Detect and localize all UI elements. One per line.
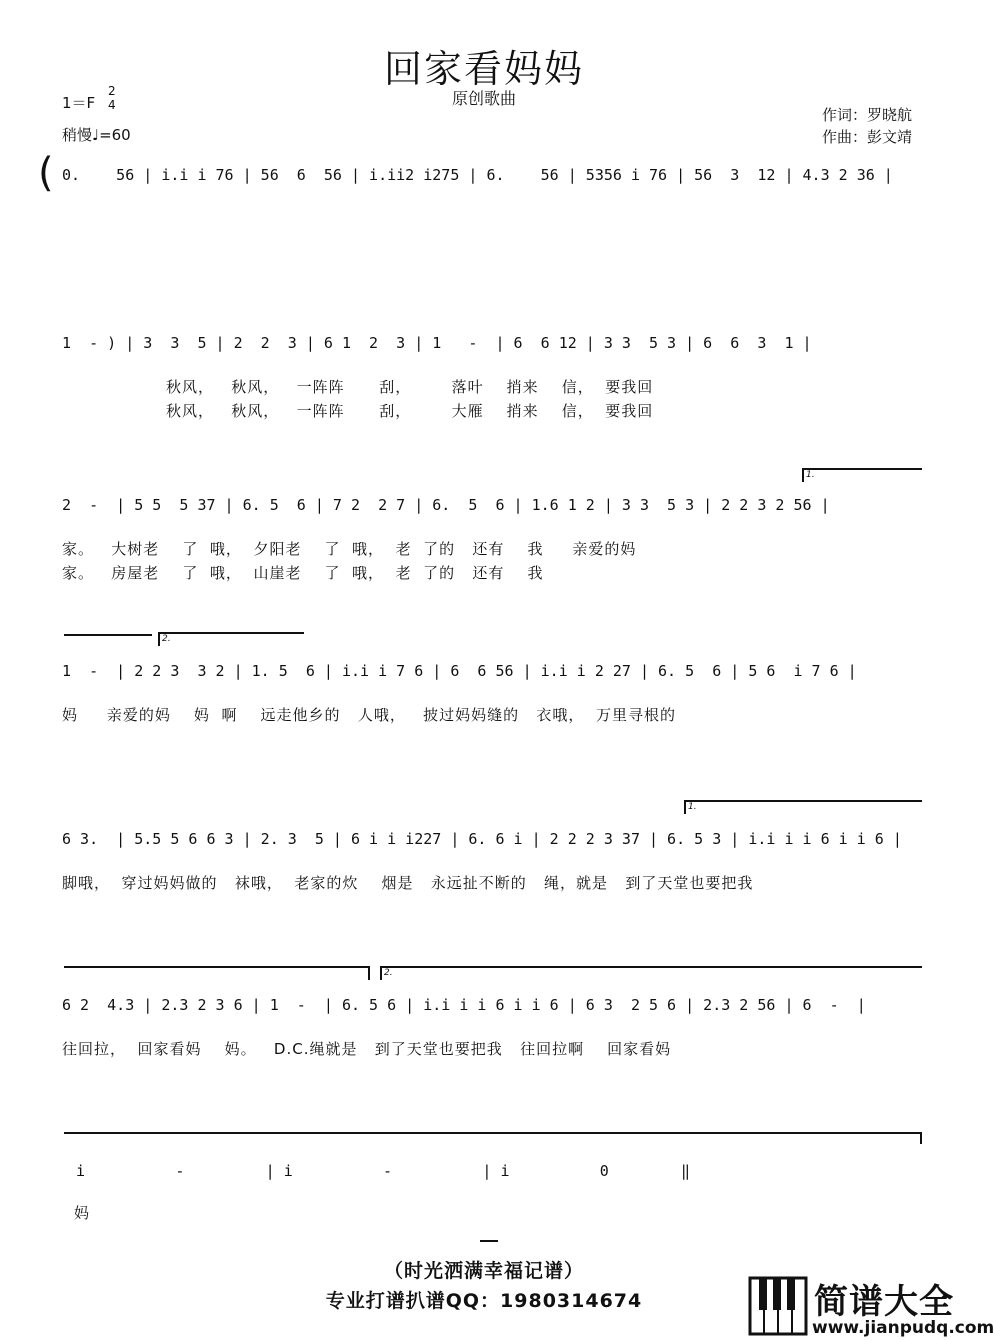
- volta-second-label: 2.: [162, 634, 171, 644]
- piano-keys-icon: [748, 1272, 810, 1336]
- volta-line-row-3: [802, 468, 922, 470]
- lyrics-row-2-verse-2: 秋风， 秋风， 一阵阵 刮， 大雁 捎来 信， 要我回: [166, 402, 654, 420]
- volta-first-label-2: 1.: [688, 802, 697, 812]
- song-title: 回家看妈妈: [383, 47, 584, 91]
- volta-line-row-7: [64, 1132, 922, 1134]
- lyricist-credit: 作词：罗晓航: [822, 106, 913, 124]
- notes-row-1: 0. 56 | i.i i 76 | 56 6 56 | i.ii2 i275 | 6. 56 | 5356 i 76 | 56 3 12 | 4.3 2 36 |: [62, 166, 893, 184]
- lyrics-row-3-verse-1: 家。 大树老 了 哦， 夕阳老 了 哦， 老 了的 还有 我 亲爱的妈: [62, 540, 637, 558]
- site-logo: [748, 1272, 994, 1340]
- volta-line-row-6b: [380, 966, 922, 968]
- volta-hook-row-3: [802, 468, 804, 482]
- lyrics-row-3-verse-2: 家。 房屋老 了 哦， 山崖老 了 哦， 老 了的 还有 我: [62, 564, 544, 582]
- tempo-marking: 稍慢♩=60: [62, 126, 131, 144]
- volta-line-row-4b: [158, 632, 304, 634]
- volta-first-label: 1.: [806, 470, 815, 480]
- volta-hook-row-6b: [380, 966, 382, 980]
- intro-bracket: (: [38, 150, 54, 196]
- notes-row-3: 2 - | 5 5 5 37 | 6. 5 6 | 7 2 2 7 | 6. 5 6 | 1.6 1 2 | 3 3 5 3 | 2 2 3 2 56 |: [62, 496, 830, 514]
- song-subtitle: 原创歌曲: [451, 89, 516, 108]
- volta-hook-row-4: [158, 632, 160, 646]
- lyrics-row-4: 妈 亲爱的妈 妈 啊 远走他乡的 人哦， 披过妈妈缝的 衣哦， 万里寻根的: [62, 706, 676, 724]
- footer-credit: （时光洒满幸福记谱）: [383, 1260, 584, 1282]
- lyrics-row-2-verse-1: 秋风， 秋风， 一阵阵 刮， 落叶 捎来 信， 要我回: [166, 378, 654, 396]
- volta-second-label-2: 2.: [384, 968, 393, 978]
- volta-line-row-5: [684, 800, 922, 802]
- volta-hook-row-7: [920, 1132, 922, 1144]
- notes-row-6: 6 2 4.3 | 2.3 2 3 6 | 1 - | 6. 5 6 | i.i i i 6 i i 6 | 6 3 2 5 6 | 2.3 2 56 | 6 - |: [62, 996, 866, 1014]
- lyrics-row-7: 妈: [74, 1204, 91, 1222]
- notes-row-4: 1 - | 2 2 3 3 2 | 1. 5 6 | i.i i 7 6 | 6 6 56 | i.i i 2 27 | 6. 5 6 | 5 6 i 7 6 |: [62, 662, 857, 680]
- lyrics-row-5: 脚哦， 穿过妈妈做的 袜哦， 老家的炊 烟是 永远扯不断的 绳，就是 到了天堂也要把我: [62, 874, 754, 892]
- lyrics-row-6: 往回拉， 回家看妈 妈。 D.C.绳就是 到了天堂也要把我 往回拉啊 回家看妈: [62, 1040, 672, 1058]
- time-signature: [108, 84, 116, 112]
- key-signature: 1＝F: [62, 94, 96, 112]
- notes-row-7: i - | i - | i 0 ‖: [76, 1162, 691, 1180]
- volta-line-row-6a: [64, 966, 368, 968]
- volta-line-row-4a: [64, 634, 152, 636]
- volta-hook-row-6a: [368, 966, 370, 980]
- volta-hook-row-5: [684, 800, 686, 814]
- logo-name: 简谱大全: [814, 1282, 954, 1322]
- notes-row-2: 1 - ) | 3 3 5 | 2 2 3 | 6 1 2 3 | 1 - | 6 6 12 | 3 3 5 3 | 6 6 3 1 |: [62, 334, 812, 352]
- meter-bottom: 4: [108, 98, 116, 112]
- composer-credit: 作曲：彭文靖: [822, 128, 913, 146]
- meter-top: 2: [108, 84, 116, 98]
- notes-row-5: 6 3. | 5.5 5 6 6 3 | 2. 3 5 | 6 i i i227 | 6. 6 i | 2 2 2 3 37 | 6. 5 3 | i.i i i 6 i i 6 |: [62, 830, 902, 848]
- footer-dash: [480, 1240, 498, 1242]
- footer-contact: 专业打谱扒谱QQ：1980314674: [325, 1290, 643, 1312]
- logo-url: www.jianpudq.com: [812, 1318, 994, 1338]
